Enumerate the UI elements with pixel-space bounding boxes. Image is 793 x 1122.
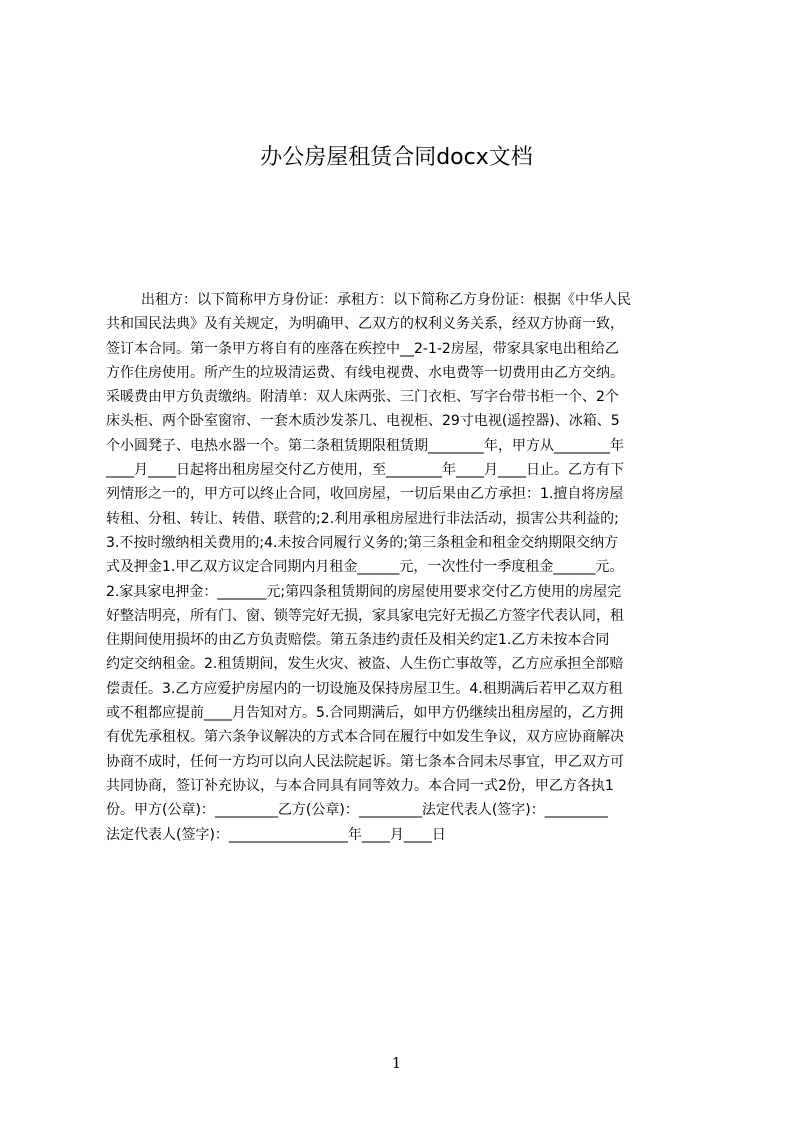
- contract-body: [106, 288, 698, 847]
- body-line: 签订本合同。第一条甲方将自有的座落在疾控中__2-1-2房屋，带家具家电出租给乙: [106, 340, 619, 357]
- body-line: 共和国民法典》及有关规定，为明确甲、乙双方的权利义务关系，经双方协商一致，: [106, 316, 624, 333]
- body-line: 协商不成时，任何一方均可以向人民法院起诉。第七条本合同未尽事宜，甲乙双方可: [106, 753, 624, 770]
- body-line: 列情形之一的，甲方可以终止合同，收回房屋，一切后果由乙方承担：1.擅自将房屋: [106, 486, 624, 503]
- body-line: 住期间使用损坏的由乙方负责赔偿。第五条违约责任及相关约定1.乙方未按本合同: [106, 632, 610, 649]
- body-line: 3.不按时缴纳相关费用的;4.未按合同履行义务的;第三条租金和租金交纳期限交纳方: [106, 534, 619, 551]
- body-line: 个小圆凳子、电热水器一个。第二条租赁期限租赁期________年，甲方从________年: [106, 437, 624, 454]
- body-line: 式及押金1.甲乙双方议定合同期内月租金______元，一次性付一季度租金______元。: [106, 559, 624, 576]
- body-line: 约定交纳租金。2.租赁期间，发生火灾、被盗、人生伤亡事故等，乙方应承担全部赔: [106, 656, 624, 673]
- body-line: 偿责任。3.乙方应爱护房屋内的一切设施及保持房屋卫生。4.租期满后若甲乙双方租: [106, 680, 623, 697]
- page-number: 1: [391, 1054, 402, 1072]
- body-line: 床头柜、两个卧室窗帘、一套木质沙发茶几、电视柜、29寸电视(遥控器)、冰箱、5: [106, 413, 620, 430]
- body-line: 采暖费由甲方负责缴纳。附清单：双人床两张、三门衣柜、写字台带书柜一个、2个: [106, 389, 619, 406]
- body-line: 法定代表人(签字)：_________________年____月____日: [106, 826, 446, 843]
- body-line: 有优先承租权。第六条争议解决的方式本合同在履行中如发生争议，双方应协商解决: [106, 729, 624, 746]
- body-line: 方作住房使用。所产生的垃圾清运费、有线电视费、水电费等一切费用由乙方交纳。: [106, 364, 624, 381]
- body-line: ____月____日起将出租房屋交付乙方使用，至________年____月____日止。乙方有下: [106, 462, 624, 479]
- body-line: 或不租都应提前____月告知对方。5.合同期满后，如甲方仍继续出租房屋的，乙方拥: [106, 705, 624, 722]
- document-title: 办公房屋租赁合同docx文档: [260, 145, 533, 170]
- body-line: 出租方：以下简称甲方身份证：承租方：以下简称乙方身份证：根据《中华人民: [141, 292, 631, 308]
- body-line: 份。甲方(公章)：_________乙方(公章)：_________法定代表人(签字)：_________: [106, 802, 608, 819]
- body-line: 转租、分租、转让、转借、联营的;2.利用承租房屋进行非法活动，损害公共利益的;: [106, 510, 619, 527]
- body-line: 好整洁明亮，所有门、窗、锁等完好无损，家具家电完好无损乙方签字代表认同，租: [106, 607, 624, 624]
- body-line: 共同协商，签订补充协议，与本合同具有同等效力。本合同一式2份，甲乙方各执1: [106, 777, 614, 794]
- body-line: 2.家具家电押金：_______元;第四条租赁期间的房屋使用要求交付乙方使用的房屋完: [106, 583, 622, 600]
